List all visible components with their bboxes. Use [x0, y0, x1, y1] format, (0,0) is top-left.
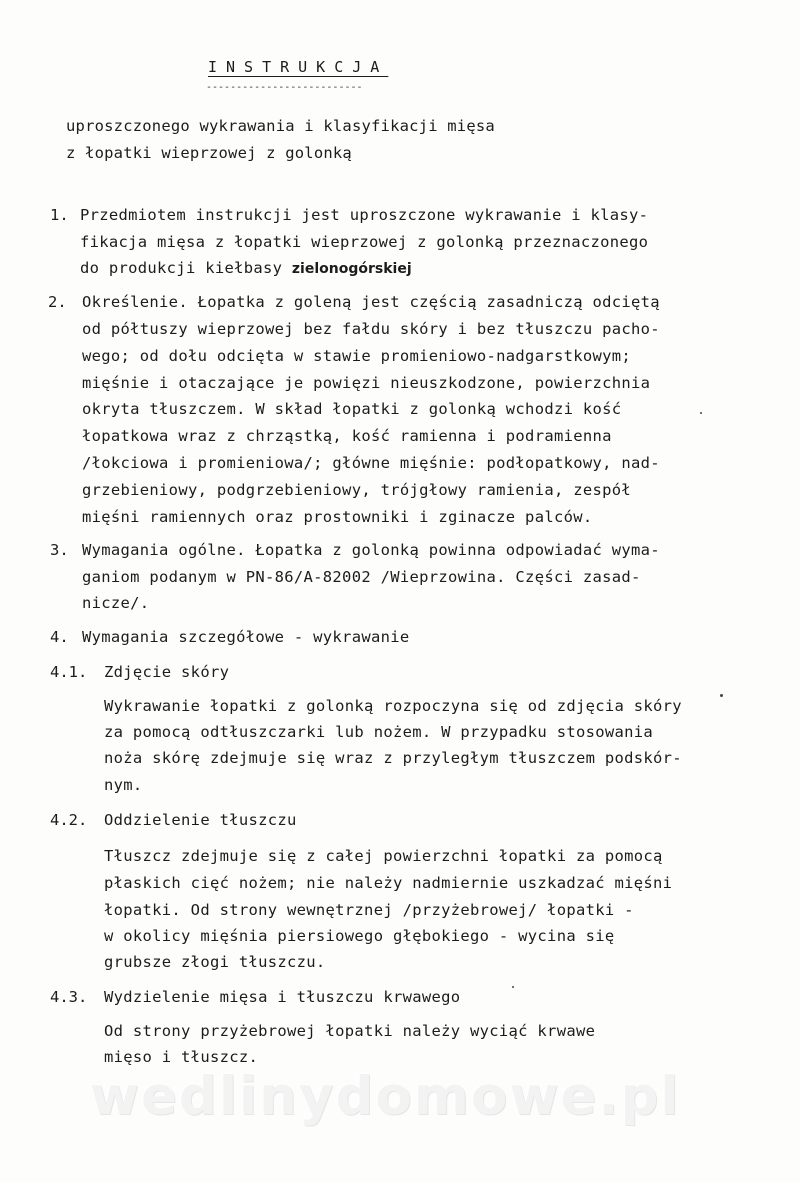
- section-4-2-line: w okolicy mięśnia piersiowego głębokiego - wycina się: [104, 927, 615, 945]
- section-3-line: ganiom podanym w PN-86/A-82002 /Wieprzowina. Części zasad-: [82, 568, 641, 586]
- section-4-3-number: 4.3.: [50, 988, 88, 1006]
- section-3-line: Wymagania ogólne. Łopatka z golonką powinna odpowiadać wyma-: [82, 541, 660, 559]
- section-2-line: okryta tłuszczem. W skład łopatki z golonką wchodzi kość: [82, 400, 622, 418]
- section-4-3-line: Od strony przyżebrowej łopatki należy wyciąć krwawe: [104, 1022, 596, 1040]
- section-2-line: łopatkowa wraz z chrząstką, kość ramienna i podramienna: [82, 427, 612, 445]
- section-2-number: 2.: [48, 293, 67, 311]
- section-1-line-text: do produkcji kiełbasy: [80, 259, 292, 277]
- section-4-2-line: Tłuszcz zdejmuje się z całej powierzchni łopatki za pomocą: [104, 847, 663, 865]
- scan-speck: [720, 694, 723, 697]
- section-2-line: mięśnie i otaczające je powięzi nieuszkodzone, powierzchnia: [82, 374, 651, 392]
- section-4-2-line: płaskich cięć nożem; nie należy nadmiernie uszkadzać mięśni: [104, 874, 673, 892]
- section-4-1-line: Wykrawanie łopatki z golonką rozpoczyna się od zdjęcia skóry: [104, 697, 682, 715]
- title-underline-decoration: --------------------------: [206, 82, 363, 93]
- section-3-line: nicze/.: [82, 594, 150, 612]
- section-1-line: fikacja mięsa z łopatki wieprzowej z golonką przeznaczonego: [80, 233, 649, 251]
- section-4-2-line: łopatki. Od strony wewnętrznej /przyżebrowej/ łopatki -: [104, 901, 634, 919]
- section-4-1-line: noża skórę zdejmuje się wraz z przyległym tłuszczem podskór-: [104, 749, 682, 767]
- section-4-3-heading: Wydzielenie mięsa i tłuszczu krwawego: [104, 988, 461, 1006]
- section-4-3-line: mięso i tłuszcz.: [104, 1048, 259, 1066]
- section-3-number: 3.: [50, 541, 69, 559]
- subtitle-line-1: uproszczonego wykrawania i klasyfikacji mięsa: [66, 117, 495, 135]
- section-4-1-line: za pomocą odtłuszczarki lub nożem. W przypadku stosowania: [104, 723, 654, 741]
- section-1-line: Przedmiotem instrukcji jest uproszczone wykrawanie i klasy-: [80, 206, 649, 224]
- section-4-1-line: nym.: [104, 776, 143, 794]
- section-1-bold-word: zielonogórskiej: [291, 261, 412, 277]
- section-1-line-last: [80, 259, 412, 277]
- site-watermark: wedlinydomowe.pl: [90, 1066, 681, 1127]
- subtitle-line-2: z łopatki wieprzowej z golonką: [66, 144, 352, 162]
- section-4-2-heading: Oddzielenie tłuszczu: [104, 811, 297, 829]
- section-1-number: 1.: [50, 206, 69, 224]
- section-4-1-number: 4.1.: [50, 663, 88, 681]
- section-2-line: grzebieniowy, podgrzebieniowy, trójgłowy ramienia, zespół: [82, 481, 632, 499]
- section-4-1-heading: Zdjęcie skóry: [104, 663, 230, 681]
- section-2-line: wego; od dołu odcięta w stawie promieniowo-nadgarstkowym;: [82, 347, 632, 365]
- section-4-2-number: 4.2.: [50, 811, 88, 829]
- section-4-number: 4.: [50, 628, 69, 646]
- section-2-line: Określenie. Łopatka z goleną jest częścią zasadniczą odciętą: [82, 293, 660, 311]
- scan-speck: [512, 986, 514, 988]
- document-title: INSTRUKCJA: [208, 58, 389, 76]
- section-2-line: /łokciowa i promieniowa/; główne mięśnie: podłopatkowy, nad-: [82, 454, 660, 472]
- section-4-2-line: grubsze złogi tłuszczu.: [104, 953, 326, 971]
- section-2-line: mięśni ramiennych oraz prostowniki i zginacze palców.: [82, 508, 593, 526]
- section-2-line: od półtuszy wieprzowej bez fałdu skóry i bez tłuszczu pacho-: [82, 320, 660, 338]
- section-4-heading: Wymagania szczegółowe - wykrawanie: [82, 628, 410, 646]
- scan-speck: [700, 412, 702, 414]
